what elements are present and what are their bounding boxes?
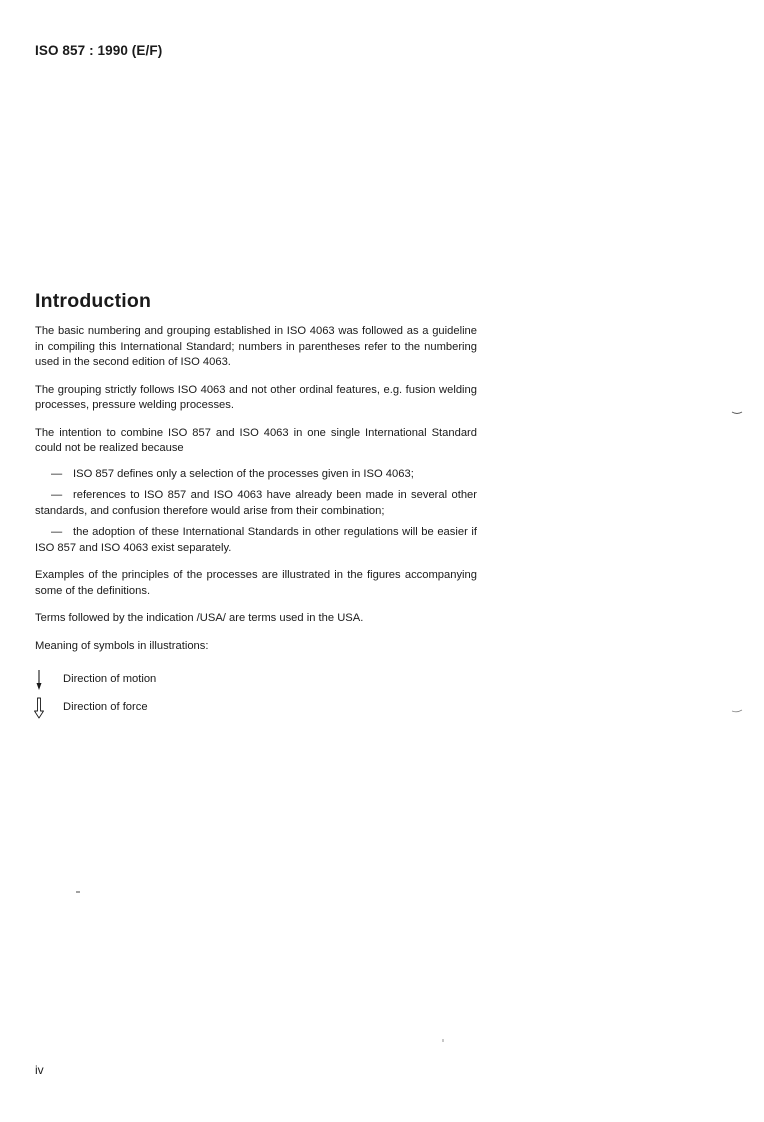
legend-item-motion <box>35 666 477 694</box>
scan-mark <box>731 410 743 416</box>
thin-down-arrow-icon <box>29 668 49 692</box>
list-item <box>35 525 477 556</box>
legend-label: Direction of motion <box>63 673 157 686</box>
symbol-legend <box>35 666 477 722</box>
scan-mark <box>75 890 81 894</box>
paragraph: Meaning of symbols in illustrations: <box>35 639 209 652</box>
paragraph: The grouping strictly follows ISO 4063 and not other ordinal features, e.g. fusion welding processes, pressure welding processes. <box>35 383 477 411</box>
scan-mark <box>441 1038 445 1043</box>
paragraph: Terms followed by the indication /USA/ are terms used in the USA. <box>35 612 364 624</box>
reasons-list <box>35 467 477 557</box>
document-header: ISO 857 : 1990 (E/F) <box>35 43 163 58</box>
list-item-text: ISO 857 defines only a selection of the processes given in ISO 4063; <box>73 467 414 480</box>
list-item <box>35 467 477 483</box>
body-text <box>35 324 477 722</box>
paragraph: The intention to combine ISO 857 and ISO 4063 in one single International Standard could not be realized because <box>35 426 477 454</box>
dash-marker: — <box>51 467 63 480</box>
list-item-text: references to ISO 857 and ISO 4063 have already been made in several other standards, and confusion therefore would arise from their combination; <box>35 489 477 517</box>
paragraph: The basic numbering and grouping established in ISO 4063 was followed as a guideline in compiling this International Standard; numbers in parentheses refer to the numbering used in the second edition of ISO 4063. <box>35 325 477 368</box>
hollow-down-arrow-icon <box>29 696 49 720</box>
page-number: iv <box>35 1063 44 1077</box>
paragraph: Examples of the principles of the processes are illustrated in the figures accompanying some of the definitions. <box>35 569 477 597</box>
dash-marker: — <box>51 489 63 501</box>
list-item <box>35 488 477 519</box>
scan-mark <box>731 708 743 714</box>
section-title: Introduction <box>35 290 152 312</box>
list-item-text: the adoption of these International Standards in other regulations will be easier if ISO 857 and ISO 4063 exist separately. <box>35 526 477 554</box>
dash-marker: — <box>51 526 63 538</box>
legend-label: Direction of force <box>63 701 148 714</box>
legend-item-force <box>35 694 477 722</box>
